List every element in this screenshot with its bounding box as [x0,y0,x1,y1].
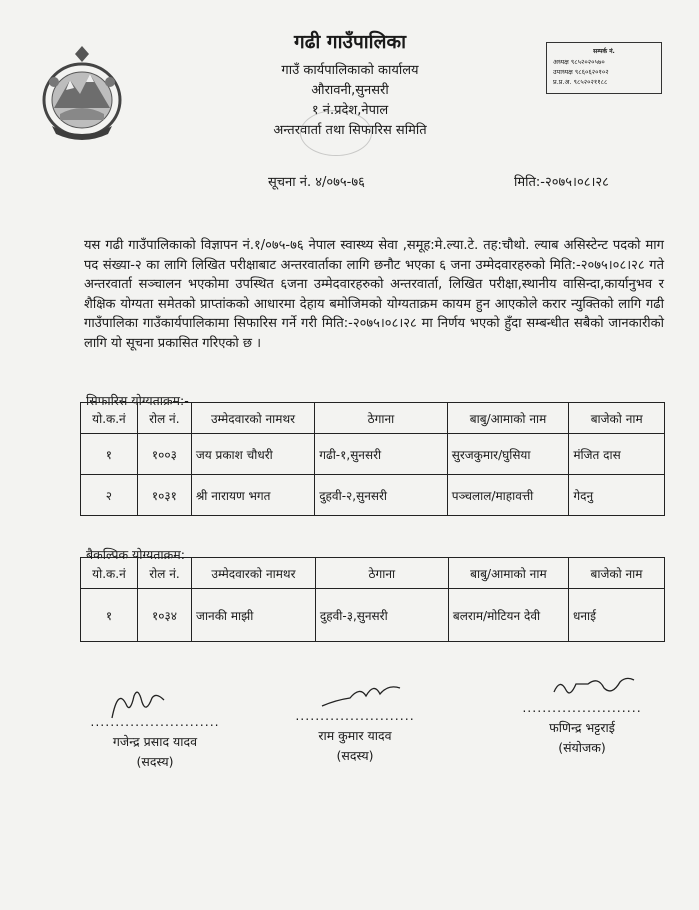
municipality-title: गढी गाउँपालिका [294,31,406,53]
contact-line: प्र.प्र.अ. ९८५२०२११८८ [553,78,608,86]
contact-box [546,42,662,94]
table-cell: १०३४ [137,589,191,642]
signatory-role: (संयोजक) [558,740,606,755]
table-header-row [81,403,665,434]
alternate-table [80,557,665,642]
notice-number: सूचना नं. ४/०७५-७६ [268,175,365,190]
table-row [81,589,665,642]
signature-line: ........................ [522,700,642,715]
signatory-role: (सदस्य) [136,754,174,769]
col-header: रोल नं. [137,403,191,434]
table-cell: जय प्रकाश चौधरी [191,434,314,475]
signatory-name: राम कुमार यादव [318,728,392,743]
table-row [81,434,665,475]
table-cell: १ [81,589,138,642]
notice-date: मिति:-२०७५।०८।२८ [514,175,609,190]
office-province: १ नं.प्रदेश,नेपाल [311,103,389,118]
col-header: बाजेको नाम [569,403,665,434]
signature-block-member-1 [70,712,240,772]
table-row [81,475,665,516]
table-cell: श्री नारायण भगत [191,475,314,516]
office-location: औरावनी,सुनसरी [311,83,389,98]
table-cell: जानकी माझी [192,589,316,642]
table-cell: दुहवी-३,सुनसरी [315,589,448,642]
col-header: ठेगाना [315,403,448,434]
signature-block-member-2 [270,706,440,766]
col-header: यो.क.नं [81,558,138,589]
col-header: बाबु/आमाको नाम [448,558,568,589]
signature-line: ........................ [295,708,415,723]
table-header-row [81,558,665,589]
table-cell: गेदनु [569,475,665,516]
signatory-name: गजेन्द्र प्रसाद यादव [112,734,198,749]
table-cell: पञ्चलाल/माहावत्ती [447,475,569,516]
table-cell: बलराम/मोटियन देवी [448,589,568,642]
table-cell: मंजित दास [569,434,665,475]
table-cell: १०३१ [137,475,191,516]
contact-line: उपाध्यक्ष ९८६०६२०१०२ [553,68,609,76]
col-header: ठेगाना [315,558,448,589]
col-header: यो.क.नं [81,403,138,434]
table-cell: १००३ [137,434,191,475]
recommended-table [80,402,665,516]
office-name: गाउँ कार्यपालिकाको कार्यालय [281,63,419,78]
signatory-role: (सदस्य) [336,748,374,763]
col-header: रोल नं. [137,558,191,589]
recommended-label: सिफारिस योग्यताक्रम:- [86,393,189,408]
table-cell: सुरजकुमार/घुसिया [447,434,569,475]
col-header: उम्मेदवारको नामथर [191,403,314,434]
signatory-name: फणिन्द्र भट्टराई [549,720,615,735]
committee-name: अन्तरवार्ता तथा सिफारिस समिति [273,123,427,138]
table-cell: १ [81,434,138,475]
nepal-emblem-icon [40,42,124,142]
table-cell: २ [81,475,138,516]
col-header: उम्मेदवारको नामथर [192,558,316,589]
table-cell: धनाई [568,589,664,642]
contact-title: सम्पर्क नं. [593,48,615,55]
contact-line: अध्यक्ष ९८५२०२०५७० [553,58,605,66]
office-seal-stamp [300,110,372,156]
col-header: बाबु/आमाको नाम [447,403,569,434]
signature-line: .......................... [90,714,220,729]
table-cell: गढी-१,सुनसरी [315,434,448,475]
signature-block-coordinator [502,698,662,758]
table-cell: दुहवी-२,सुनसरी [315,475,448,516]
col-header: बाजेको नाम [568,558,664,589]
notice-body: यस गढी गाउँपालिकाको विज्ञापन नं.१/०७५-७६ नेपाल स्वास्थ्य सेवा ,समूह:मे.ल्या.टे. तह:चौथो. ल्याब असिस्टेन्ट पदको माग पद संख्या-२ का लागि लिखित परीक्षाबाट अन्तरवार्ताका लागि छनौट भएका ६ जना उम्मेदवारहरुको मिति:-२०७५।०८।२८ गते अन्तरवार्ता सञ्चालन भएकोमा उपस्थित ६जना उम्मेदवारहरुको अन्तरवार्ता, लिखित परीक्षा,स्थानीय वासिन्दा,कार्यानुभव र शैक्षिक योग्यता समेतको प्राप्तांकको आधारमा देहाय बमोजिमको योग्यताक्रम कायम हुन आएकोले करार न्युक्तिको लागि गढी गाउँपालिका गाउँकार्यपालिकामा सिफारिस गर्ने गरी मिति:-२०७५।०८।२८ मा निर्णय भएको हुँदा सम्बन्धीत सबैको जानकारीको लागि यो सूचना प्रकासित गरिएको छ । [84,238,664,351]
alternate-label: बैकल्पिक योग्यताक्रम: [86,547,185,562]
